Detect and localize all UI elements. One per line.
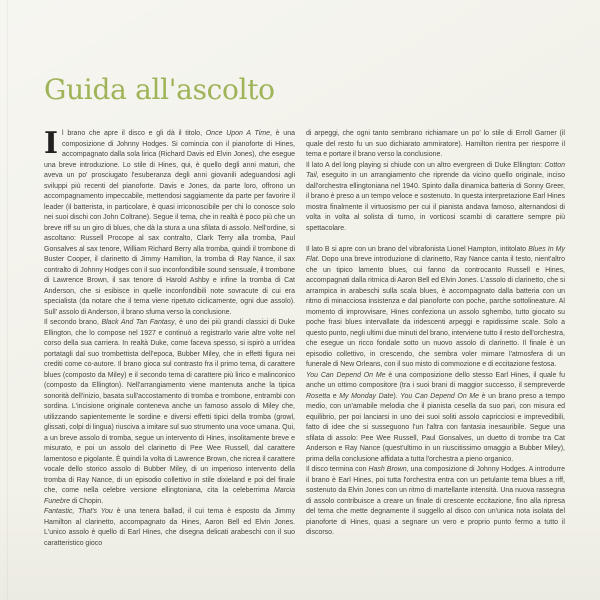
paragraph [306,465,565,539]
text-run: Il secondo brano, [44,319,102,326]
text-run: Il lato B si apre con un brano del vibrafonista Lionel Hampton, intitolato [306,245,529,253]
text-run: è una tenera ballad, il cui tema è esposto da Jimmy Hamilton al clarinetto, accompagnato da Hines, Aaron Bell ed Elvin Jones. L'unico assolo è quello di Earl Hines, che disegna delicati arabeschi con il suo caratteristico gioco [44,508,295,547]
text-run: , una composizione di Johnny Hodges. A introdurre il brano è Earl Hines, poi tutta l'orchestra entra con un petulante tema blues a riff, sostenuto da Elvin Jones con un ritmo di martellante intensità. Una nuova rassegna di assolo contribuisce a creare un finale di crescente eccitazione, fino alla ripresa del tema che mette degnamente il suggello al disco con un'unica nota isolata del pianoforte di Hines, quasi a segnare un vero e proprio punto fermo a tutto il discorso. [306,466,566,536]
paragraph [306,129,565,161]
text-run: l brano che apre il disco e gli dà il titolo, [62,130,206,137]
text-run: , eseguito in un arrangiamento che riprende da vicino quello originale, inciso dall'orchestra ellingtoniana nel 1940. Spinto dalla dinamica batteria di Sonny Greer, il brano è preso a un tempo veloce e sostenuto. In questa interpretazione Earl Hines mostra finalmente il virtuosismo per cui il pianista andava famoso, alternandosi di volta in volta al solista di turno, in vorticosi scambi di carattere sempre più spettacolare. [306,172,565,232]
song-title: Fantastic, That's You [44,508,113,515]
song-title: Marcia Funebre [44,487,295,505]
paragraph [306,161,565,235]
text-run: di arpeggi, che ogni tanto sembrano richiamare un po' lo stile di Erroll Garner (il quale del resto fu un suo dichiarato ammiratore). Hamilton rientra per riesporre il tema e portare il brano verso la conclusione. [306,130,565,158]
song-title: Cotton Tail [306,161,565,179]
song-title: You Can Depend On Me [400,392,480,400]
drop-cap: I [44,126,59,161]
paragraph [306,245,565,371]
text-run: . Dopo una breve introduzione di clarinetto, Ray Nance canta il testo, nient'altro che un tipico lamento blues, cui fanno da controcanto Russell e Hines, accompagnati dalla ritmica di Aaron Bell ed Elvin Jones. L'assolo di clarinetto, che si arrampica in arabeschi sulla scala blues, è accompagnato dalla batteria con un ritmo di minacciosa insistenza e dal pianoforte con poche, parche sottolineature. Al momento di improvvisare, Hines confeziona un assolo sghembo, tutto giocato su poche frasi blues intervallate da iridescenti arpeggi e rapidissime scale. Solo a questo punto, negli ultimi due minuti del brano, interviene tutto il resto dell'orchestra, che esegue un ricco fondale sotto un nuovo assolo di clarinetto. Il finale è un episodio collettivo, in crescendo, che sembra voler mimare l'atmosfera di un funerale di New Orleans, con il suo misto di commozione e di eccitazione festosa. [306,256,565,368]
paragraph [44,507,295,549]
page-title: Guida all'ascolto [44,72,275,106]
paragraph [44,126,295,318]
text-run: e [330,392,340,400]
text-run: Il disco termina con [306,466,369,473]
text-run: ). [393,392,401,400]
paragraph [306,371,565,466]
text-run: , è una composizione di Johnny Hodges. Si comincia con il pianoforte di Hines, accompagnato dalla sola lirica (Richard Davis ed Elvin Jones), che esegue una breve introduzione. Lo stile di Hines, qui, è quello degli anni maturi, che aveva un po' prosciugato l'esuberanza degli anni giovanili adeguandosi agli sviluppi più recenti del pianoforte. Davis e Jones, da parte loro, offrono un accompagnamento impeccabile, mettendosi saggiamente da parte per favorire il leader (il batterista, in particolare, è quasi irriconoscibile per chi lo conosce solo nei suoi dischi con John Coltrane). Segue il tema, che in realtà è poco più che un breve riff su un giro di blues, che dà la stura a una sfilata di assolo. Nell'ordine, si ascoltano: Russell Procope al sax contralto, Clark Terry alla tromba, Paul Gonsalves al sax tenore, William Richard Berry alla tromba, quindi il trombone di Buster Cooper, il clarinetto di Jimmy Hamilton, la tromba di Ray Nance, il sax contralto di Johnny Hodges con il suo inconfondibile sound sensuale, il trombone di Lawrence Brown, il sax tenore di Harold Ashby e infine la tromba di Cat Anderson, che si esibisce in quelle inconfondibili note sovracute di cui era specialista (da notare che il tema viene ripetuto ciclicamente, ogni due assolo). Sull' assolo di Anderson, il brano sfuma verso la conclusione. [44,130,295,316]
column-left [44,126,295,549]
page-edge-line [7,0,8,600]
article [44,126,566,549]
song-title: Rosetta [306,392,331,400]
song-title: Blues In My Flat [306,245,566,263]
song-title: My Monday Date [339,392,394,400]
text-run: è una composizione dello stesso Earl Hines, il quale fu anche un ottimo compositore (tra i suoi brani di maggior successo, il sempreverde [306,371,565,389]
song-title: Hash Brown [368,466,407,473]
text-run: è un brano preso a tempo medio, con un'amabile melodia che il pianista cesella da suo pari, con misura ed equilibrio, per poi lanciarsi in uno dei suoi soliti assolo capricciosi e imprevedibili, fatto di idee che si susseguono l'un l'altra con fantasia inesauribile. Segue una sfilata di assolo: Pee Wee Russell, Paul Gonsalves, un duetto di trombe tra Cat Anderson e Ray Nance (quest'ultimo in un riuscitissimo omaggio a Bubber Miley), prima della conclusione affidata a tutta l'orchestra a pieno organico. [306,392,565,463]
text-run: di Chopin. [70,497,104,505]
song-title: You Can Depend On Me [306,371,386,379]
paragraph [44,318,295,507]
song-title: Once Upon A Time [205,130,271,137]
text-run: Il lato A del long playing si chiude con un altro evergreen di Duke Ellington: [306,161,545,169]
song-title: Black And Tan Fantasy [101,319,175,326]
column-right [306,129,565,549]
text-run: , è uno dei più grandi classici di Duke Ellington, che lo compose nel 1927 e continuò a registrarlo varie altre volte nel corso della sua carriera. In realtà Duke, come faceva spesso, si ispirò a un'idea portatagli dal suo trombettista dell'epoca, Bubber Miley, che in effetti figura nei crediti come co-autore. Il brano gioca sul contrasto fra il primo tema, di carattere blues (composto da Miley) e il secondo tema di carattere più lirico e malinconico (composto da Ellington). Nell'arrangiamento viene mantenuta anche la tipica sonorità dell'inizio, basata sull'accostamento di tromba e trombone, entrambi con sordina. L'incisione originale conteneva anche un famoso assolo di Miley che, utilizzando sapientemente le sordine e diversi effetti tipici della tromba (growl, glissati, colpi di lingua) riusciva a imitare sul suo strumento una voce umana. Qui, a un breve assolo di tromba, segue un intervento di Hines, insolitamente breve e misurato, e poi un assolo del clarinetto di Pee Wee Russell, dal carattere lamentoso e pigolante. È quindi la volta di Lawrence Brown, che ricrea il carattere vocale dello storico assolo di Bubber Miley, di un imperioso intervento della tromba di Ray Nance, di un episodio collettivo in stile dixieland e poi del finale che, come nella celebre versione ellingtoniana, cita la celeberrima [44,319,295,494]
